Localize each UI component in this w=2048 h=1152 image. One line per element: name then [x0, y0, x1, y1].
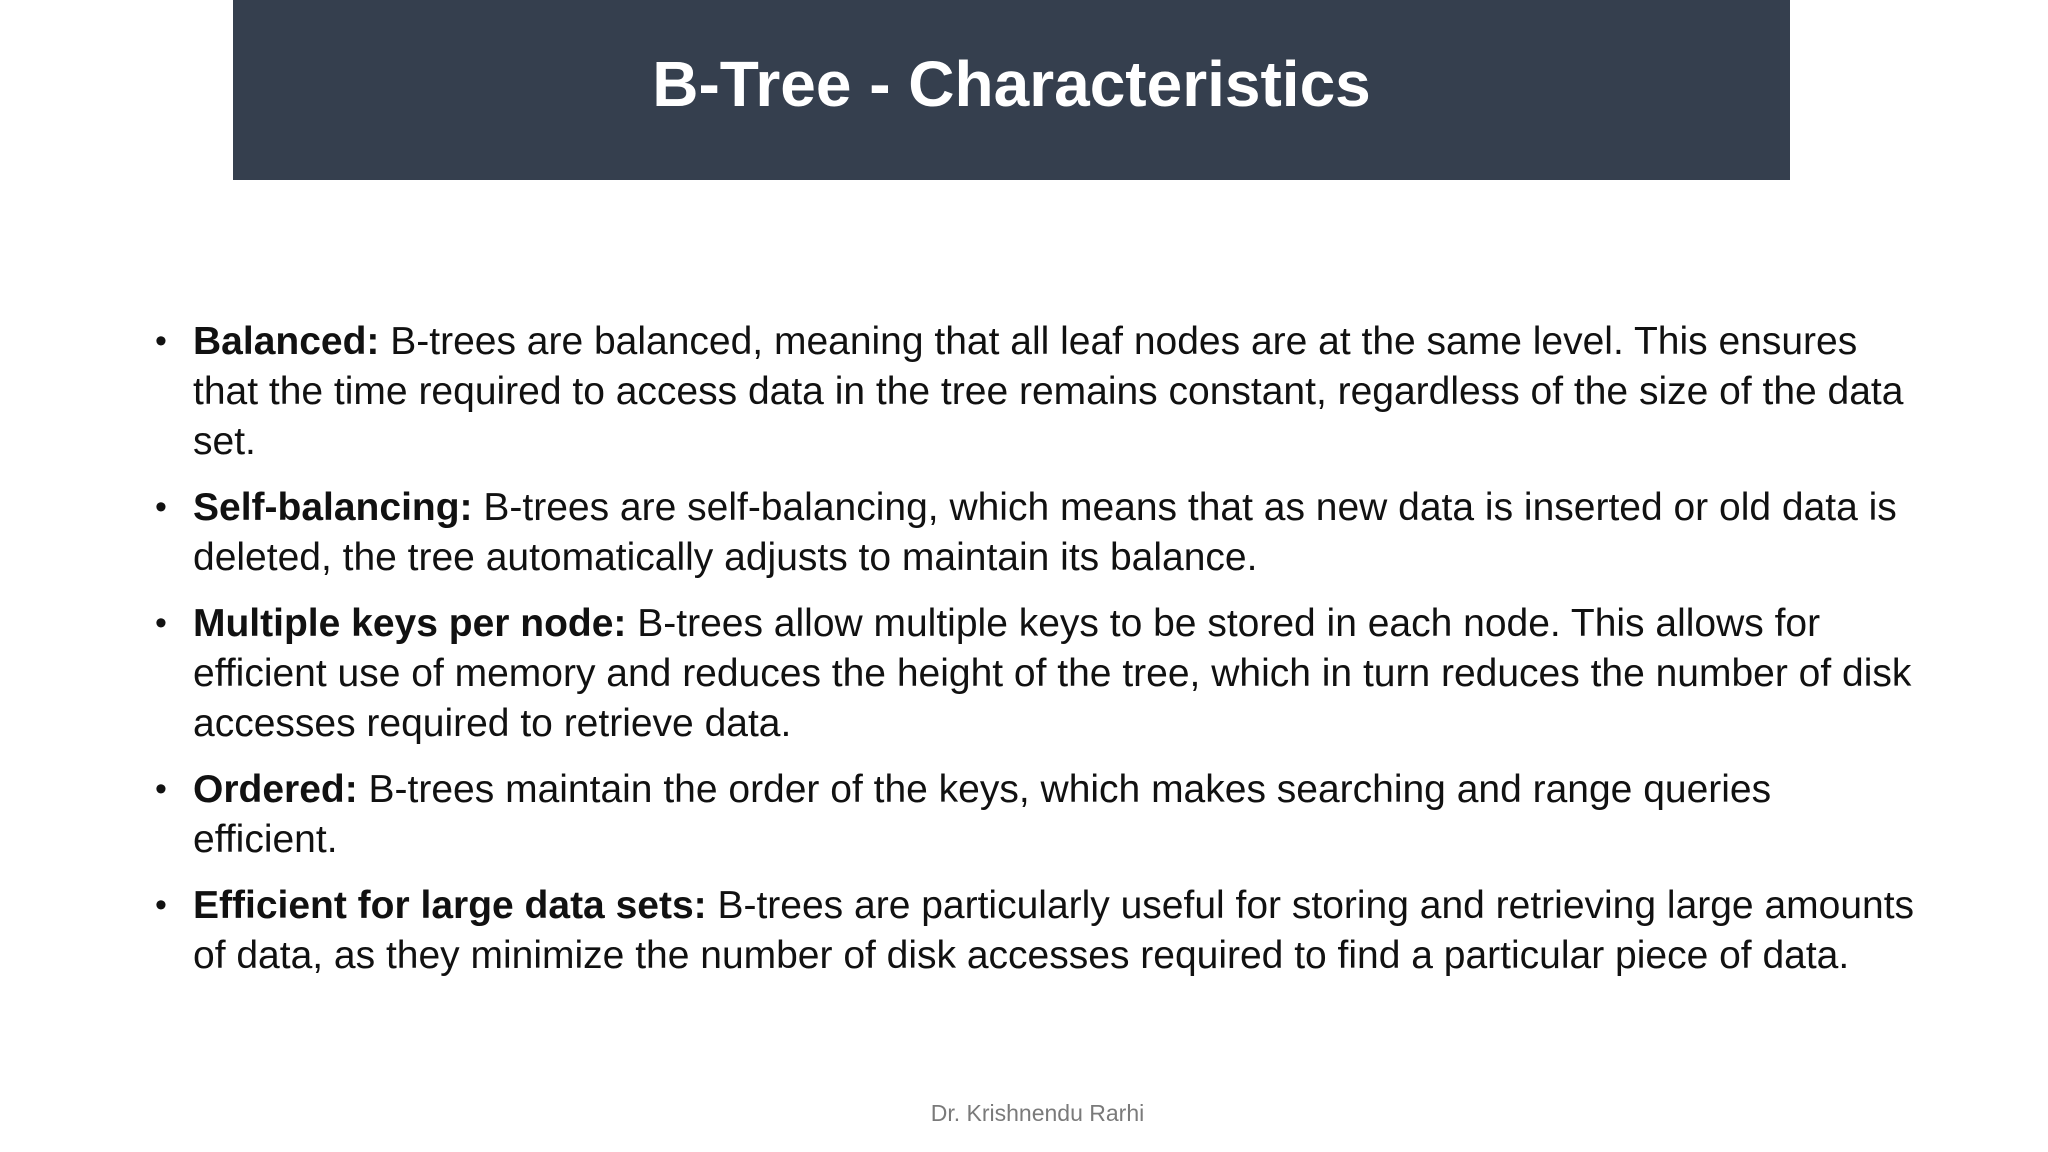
title-bar: [233, 0, 1790, 180]
bullet-term: Balanced:: [193, 320, 380, 363]
bullet-item: [155, 881, 1915, 981]
bullet-dot-icon: •: [155, 886, 167, 924]
bullet-item: [155, 765, 1915, 865]
bullet-dot-icon: •: [155, 322, 167, 360]
bullet-term: Multiple keys per node:: [193, 602, 627, 645]
bullet-dot-icon: •: [155, 488, 167, 526]
bullet-item: [155, 599, 1915, 749]
bullet-list: [155, 317, 1915, 997]
bullet-term: Efficient for large data sets:: [193, 884, 707, 927]
bullet-dot-icon: •: [155, 770, 167, 808]
bullet-text: B-trees are particularly useful for storing and retrieving large amounts of data, as they minimize the number of disk accesses required to find a particular piece of data.: [193, 884, 1915, 977]
slide-title: B-Tree - Characteristics: [652, 48, 1371, 120]
bullet-term: Self-balancing:: [193, 486, 473, 529]
bullet-item: [155, 317, 1915, 467]
footer-author: Dr. Krishnendu Rarhi: [930, 1100, 1145, 1126]
bullet-dot-icon: •: [155, 604, 167, 642]
bullet-term: Ordered:: [193, 768, 358, 811]
bullet-text: B-trees maintain the order of the keys, which makes searching and range queries efficient.: [193, 768, 1772, 861]
bullet-text: B-trees are balanced, meaning that all leaf nodes are at the same level. This ensures that the time required to access data in the tree remains constant, regardless of the size of the data set.: [193, 320, 1904, 463]
bullet-item: [155, 483, 1915, 583]
bullet-text: B-trees allow multiple keys to be stored in each node. This allows for efficient use of memory and reduces the height of the tree, which in turn reduces the number of disk accesses required to retrieve data.: [193, 602, 1912, 745]
bullet-text: B-trees are self-balancing, which means that as new data is inserted or old data is deleted, the tree automatically adjusts to maintain its balance.: [193, 486, 1897, 579]
